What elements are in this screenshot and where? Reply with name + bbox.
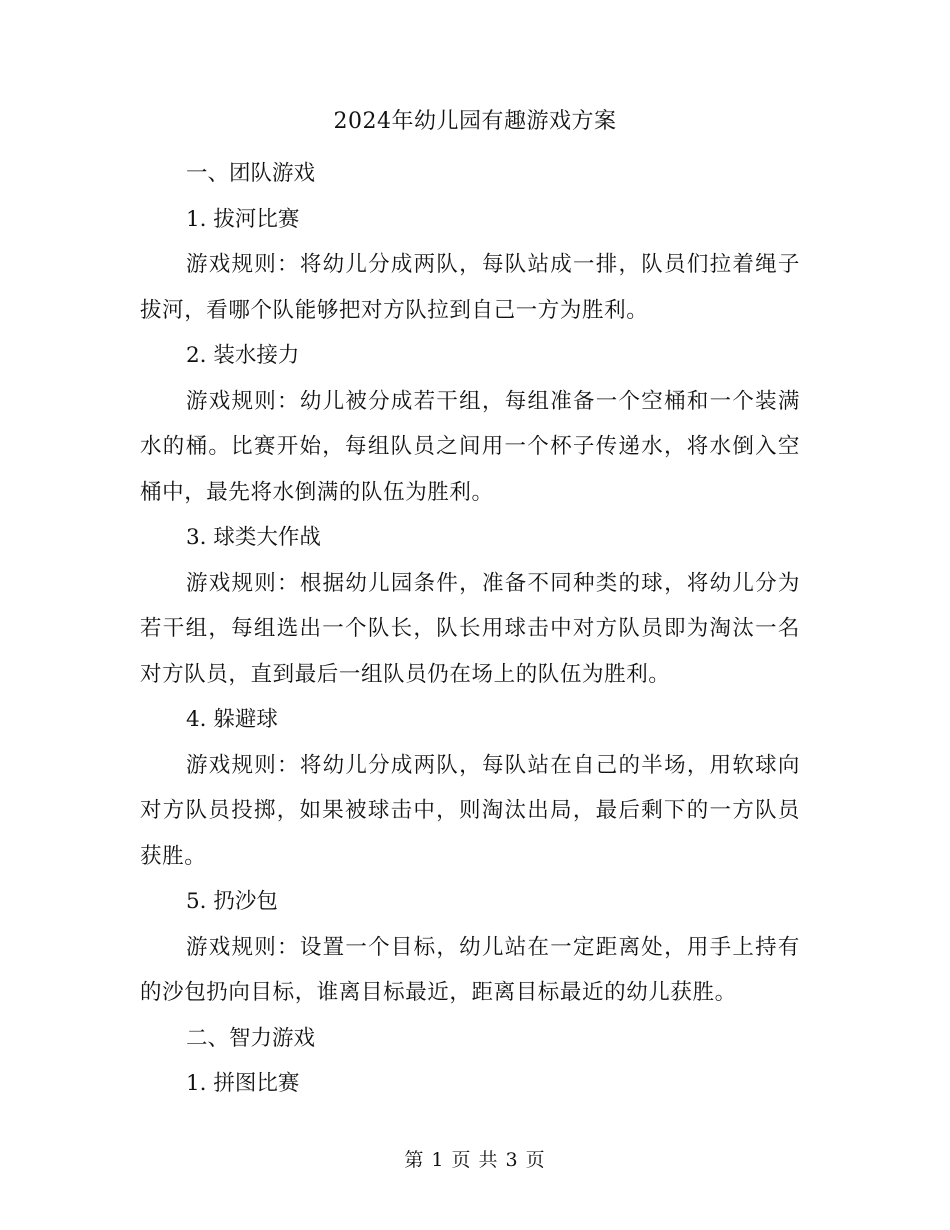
game-title-puzzle: 1. 拼图比赛	[186, 1071, 300, 1096]
game-rule-sandbag-toss: 游戏规则：设置一个目标，幼儿站在一定距离处，用手上持有的沙包扔向目标，谁离目标最近，距离目标最近的幼儿获胜。	[140, 934, 800, 1005]
game-title-ball-battle: 3. 球类大作战	[186, 525, 321, 550]
game-rule-ball-battle: 游戏规则：根据幼儿园条件，准备不同种类的球，将幼儿分为若干组，每组选出一个队长，队长用球击中对方队员即为淘汰一名对方队员，直到最后一组队员仍在场上的队伍为胜利。	[140, 570, 800, 687]
game-rule-tug-of-war: 游戏规则：将幼儿分成两队，每队站成一排，队员们拉着绳子拔河，看哪个队能够把对方队拉到自己一方为胜利。	[140, 252, 800, 323]
game-title-dodgeball: 4. 躲避球	[186, 707, 278, 732]
game-rule-dodgeball: 游戏规则：将幼儿分成两队，每队站在自己的半场，用软球向对方队员投掷，如果被球击中，则淘汰出局，最后剩下的一方队员获胜。	[140, 752, 800, 869]
page-footer: 第 1 页 共 3 页	[404, 1149, 546, 1171]
section-heading-team: 一、团队游戏	[186, 161, 316, 186]
game-title-sandbag-toss: 5. 扔沙包	[186, 889, 278, 914]
game-title-tug-of-war: 1. 拔河比赛	[186, 206, 300, 232]
document-title: 2024年幼儿园有趣游戏方案	[333, 109, 617, 134]
game-rule-water-relay: 游戏规则：幼儿被分成若干组，每组准备一个空桶和一个装满水的桶。比赛开始，每组队员之间用一个杯子传递水，将水倒入空桶中，最先将水倒满的队伍为胜利。	[140, 388, 800, 505]
game-title-water-relay: 2. 装水接力	[186, 343, 300, 368]
section-heading-intellect: 二、智力游戏	[186, 1025, 316, 1051]
document-body	[140, 151, 800, 1107]
